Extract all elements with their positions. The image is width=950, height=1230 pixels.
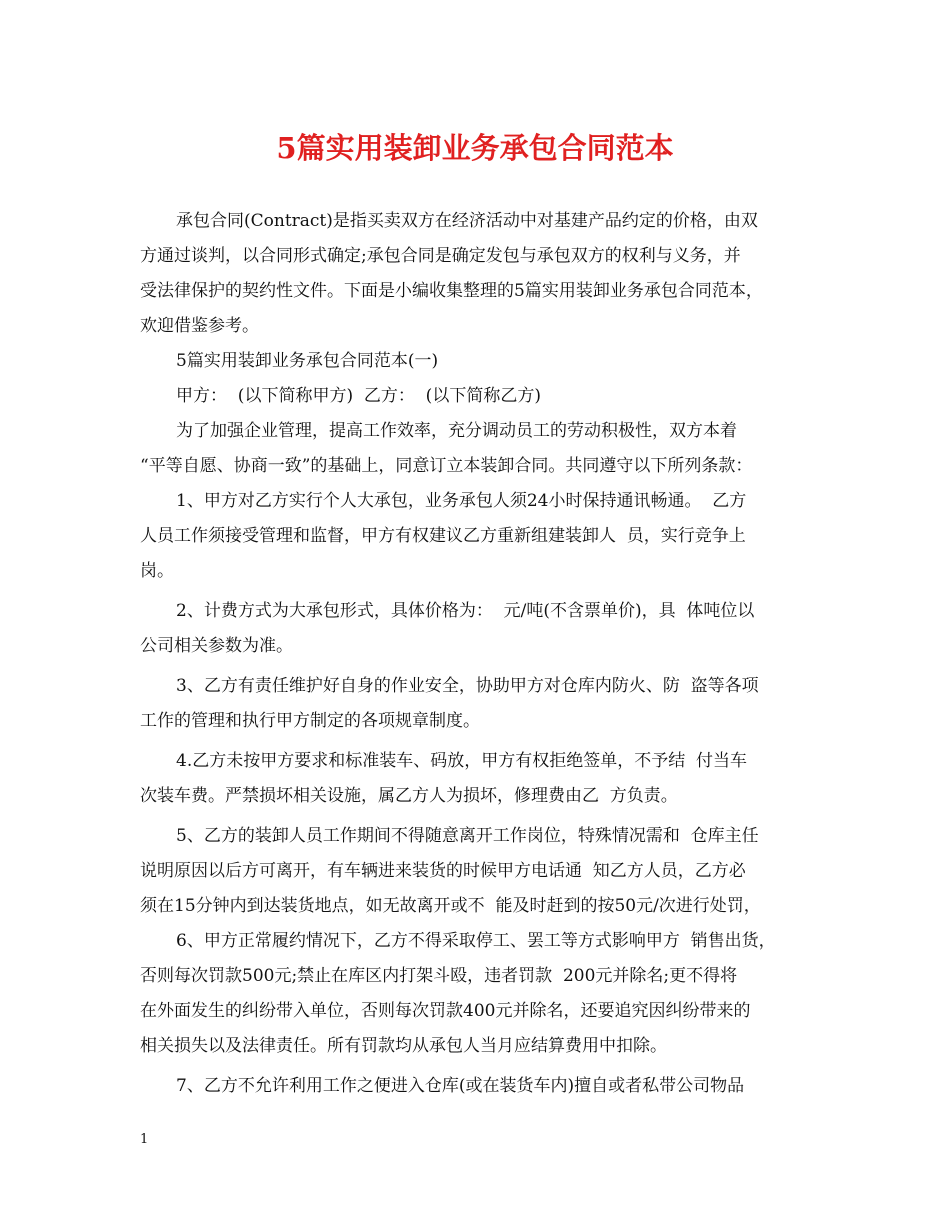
clause-line: 6、甲方正常履约情况下，乙方不得采取停工、罢工等方式影响甲方 销售出货， [176,931,776,951]
clause-line: 人员工作须接受管理和监督，甲方有权建议乙方重新组建装卸人 员，实行竞争上 [140,526,746,546]
clause-line: 工作的管理和执行甲方制定的各项规章制度。 [140,711,480,731]
clause-line: 1、甲方对乙方实行个人大承包，业务承包人须24小时保持通讯畅通。 乙方 [176,491,747,511]
paragraph-line: 承包合同(Contract)是指买卖双方在经济活动中对基建产品约定的价格，由双 [176,211,758,231]
clause-line: 3、乙方有责任维护好自身的作业安全，协助甲方对仓库内防火、防 盗等各项 [176,676,759,696]
clause-line: 否则每次罚款500元;禁止在库区内打架斗殴，违者罚款 200元并除名;更不得将 [140,966,738,986]
clause-line: 在外面发生的纠纷带入单位，否则每次罚款400元并除名，还要追究因纠纷带来的 [140,1001,751,1021]
clause-line: 公司相关参数为准。 [140,636,293,656]
page-number: 1 [140,1132,149,1147]
paragraph-line: 为了加强企业管理，提高工作效率，充分调动员工的劳动积极性，双方本着 [176,421,737,441]
page-title: 5篇实用装卸业务承包合同范本 [276,131,674,165]
clause-line: 次装车费。严禁损坏相关设施，属乙方人为损坏，修理费由乙 方负责。 [140,786,678,806]
clause-line: 4.乙方未按甲方要求和标准装车、码放，甲方有权拒绝签单，不予结 付当车 [176,751,748,771]
paragraph-line: “平等自愿、协商一致”的基础上，同意订立本装卸合同。共同遵守以下所列条款： [140,456,753,476]
parties-line: 甲方： (以下简称甲方) 乙方： (以下简称乙方) [176,386,541,406]
document-body [140,204,812,1104]
clause-line: 须在15分钟内到达装货地点，如无故离开或不 能及时赶到的按50元/次进行处罚， [140,896,761,916]
clause-line: 2、计费方式为大承包形式，具体价格为： 元/吨(不含票单价)，具 体吨位以 [176,601,755,621]
paragraph-line: 欢迎借鉴参考。 [140,316,259,336]
paragraph-line: 受法律保护的契约性文件。下面是小编收集整理的5篇实用装卸业务承包合同范本， [140,281,763,301]
clause-line: 7、乙方不允许利用工作之便进入仓库(或在装货车内)擅自或者私带公司物品 [176,1076,745,1096]
clause-line: 5、乙方的装卸人员工作期间不得随意离开工作岗位，特殊情况需和 仓库主任 [176,826,759,846]
clause-line: 说明原因以后方可离开，有车辆进来装货的时候甲方电话通 知乙方人员，乙方必 [140,861,746,881]
clause-line: 相关损失以及法律责任。所有罚款均从承包人当月应结算费用中扣除。 [140,1036,667,1056]
section-heading: 5篇实用装卸业务承包合同范本(一) [176,351,439,371]
clause-line: 岗。 [140,561,174,581]
paragraph-line: 方通过谈判，以合同形式确定;承包合同是确定发包与承包双方的权利与义务，并 [140,246,741,266]
